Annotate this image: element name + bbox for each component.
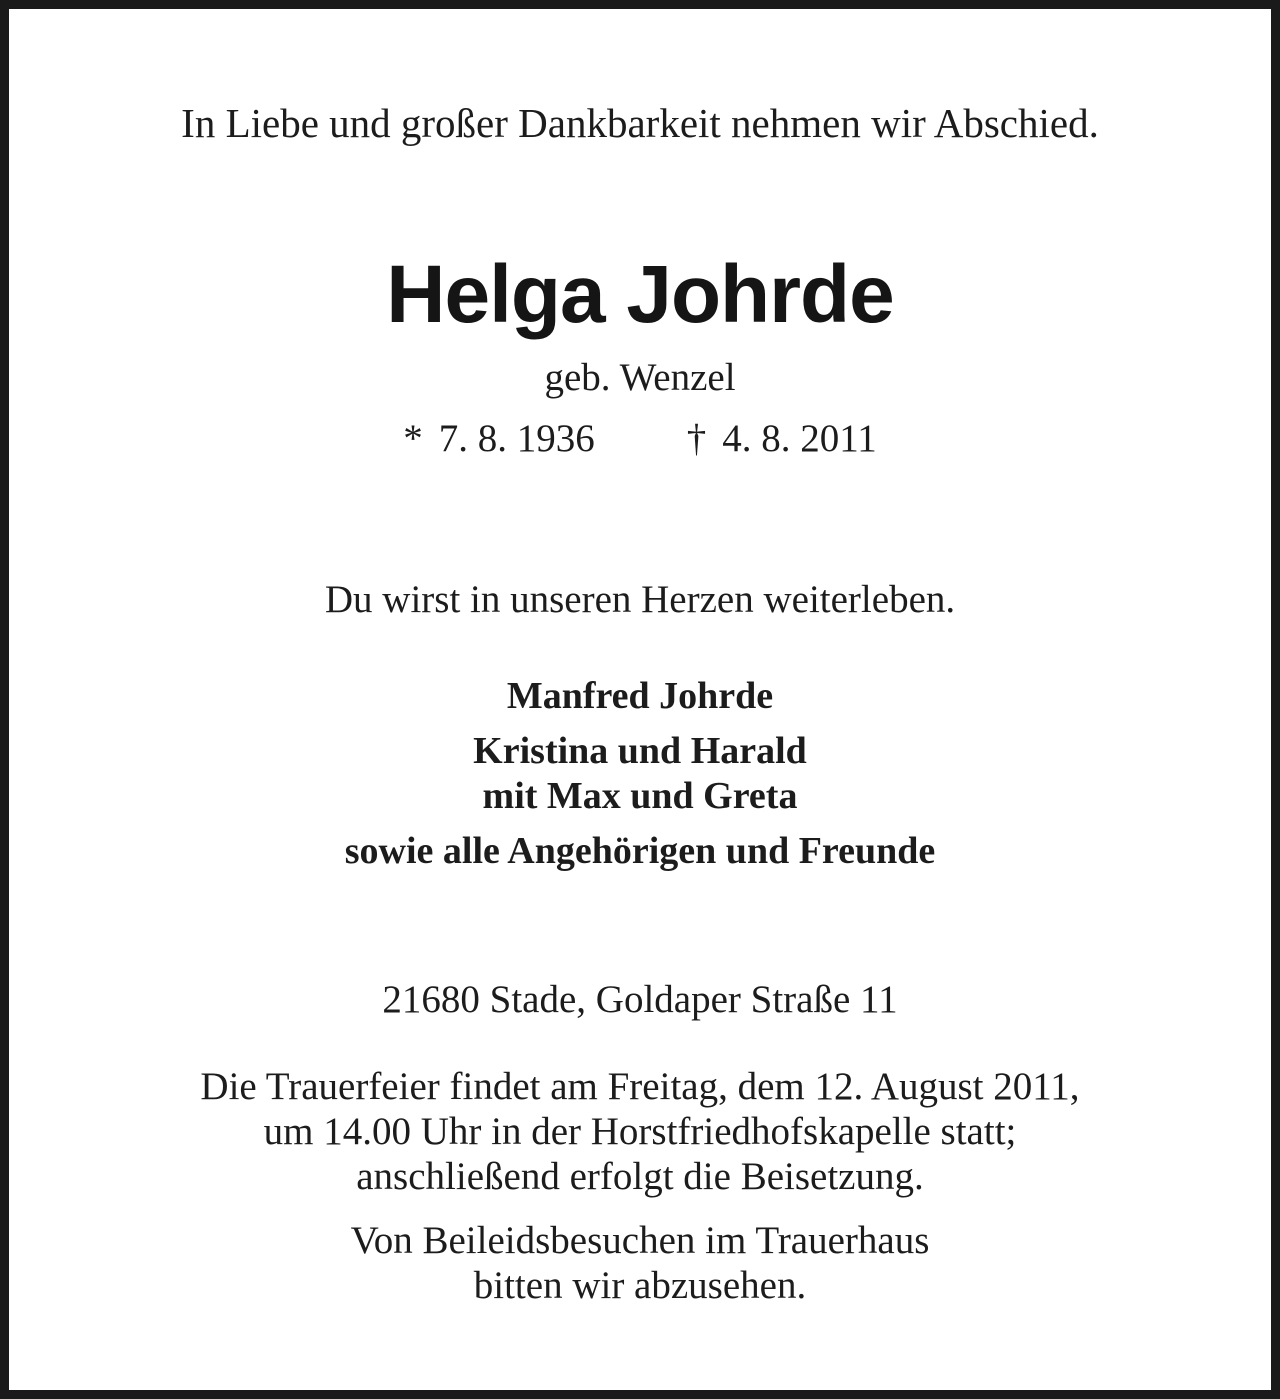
mourner-line: Kristina und Harald [473,730,807,772]
closing-line: bitten wir abzusehen. [473,1264,807,1307]
mourner-line: Manfred Johrde [506,675,774,717]
mourner-line: mit Max und Greta [482,775,798,817]
motto-text: Du wirst in unseren Herzen weiterleben. [324,578,956,621]
ceremony-line: anschließend erfolgt die Beisetzung. [356,1155,924,1198]
death-date: 4. 8. 2011 [722,417,877,460]
ceremony-line: um 14.00 Uhr in der Horstfriedhofskapelle statt; [263,1110,1017,1153]
birth-date: 7. 8. 1936 [438,417,595,460]
closing-line: Von Beileidsbesuchen im Trauerhaus [350,1219,930,1262]
deceased-name: Helga Johrde [386,249,894,340]
intro-text: In Liebe und großer Dankbarkeit nehmen wir Abschied. [181,100,1099,146]
ceremony-line: Die Trauerfeier findet am Freitag, dem 12. August 2011, [200,1065,1080,1108]
birth-star-icon: * [403,417,423,460]
maiden-name: geb. Wenzel [544,356,736,399]
life-dates [9,415,1271,463]
address-text: 21680 Stade, Goldaper Straße 11 [382,978,898,1021]
mourner-line: sowie alle Angehörigen und Freunde [344,830,936,872]
cross-icon: † [686,417,707,460]
